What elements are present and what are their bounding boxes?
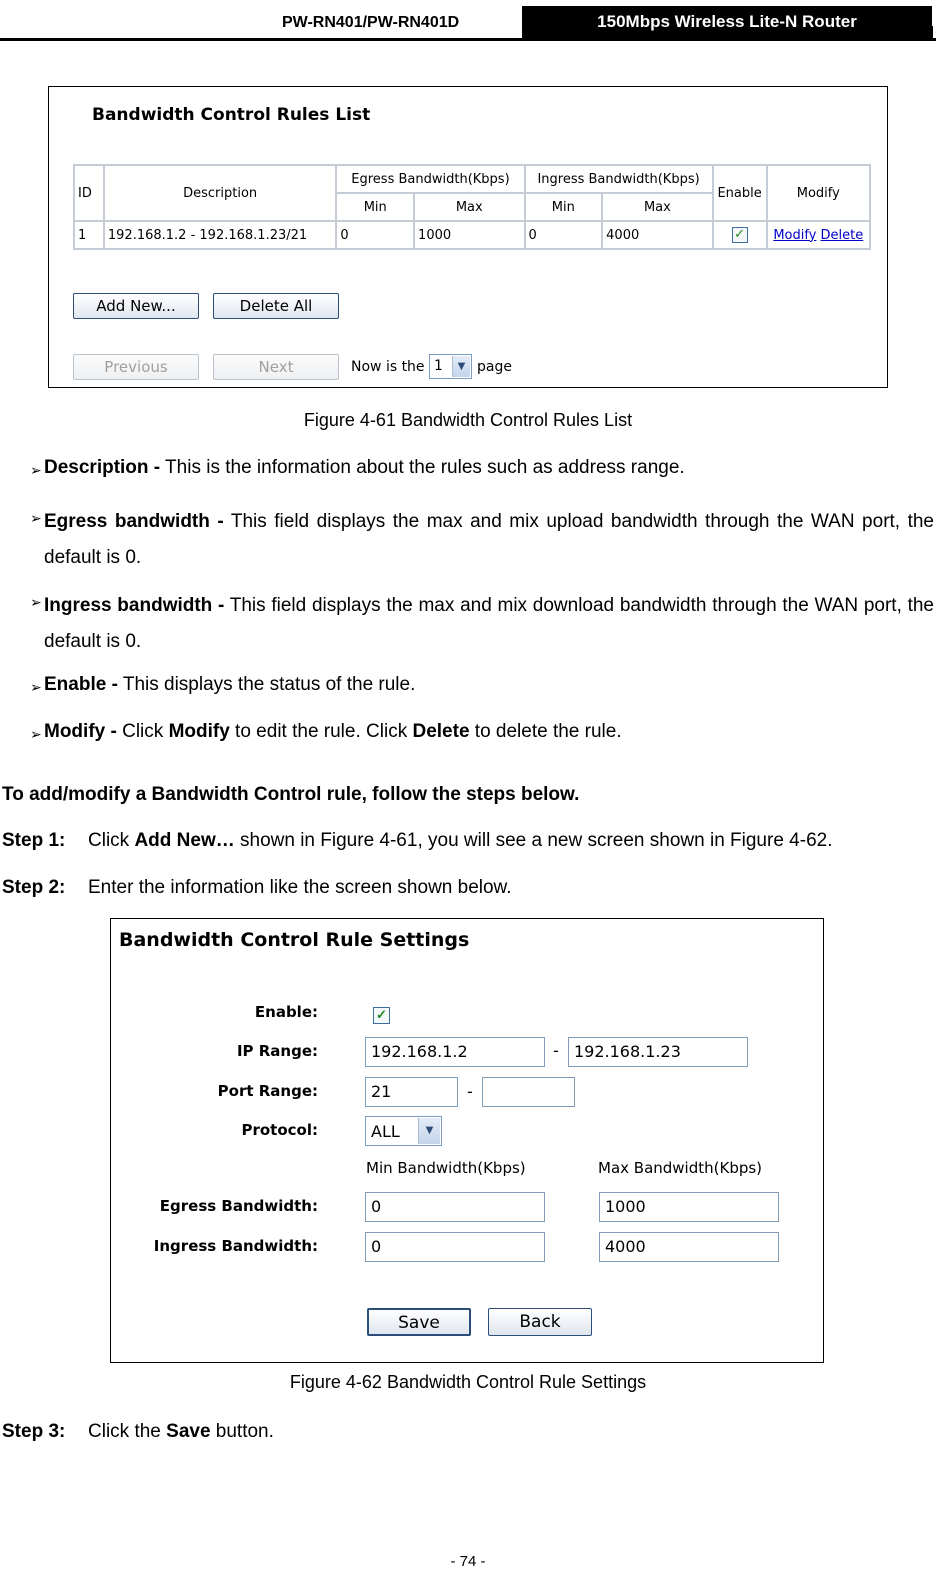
step1-text-part: shown in Figure 4-61, you will see a new screen shown in Figure 4-62. — [234, 830, 833, 851]
back-button[interactable]: Back — [488, 1308, 592, 1336]
pager-suffix: page — [477, 359, 512, 375]
row-modify-cell — [767, 221, 870, 249]
ip-end-input[interactable]: 192.168.1.23 — [568, 1037, 748, 1067]
step3-text-part: button. — [210, 1421, 274, 1442]
figure-4-62-screenshot — [110, 918, 824, 1363]
bullet-term: Description - — [44, 457, 161, 478]
delete-all-button[interactable]: Delete All — [213, 293, 339, 319]
bullet-arrow-icon: ➢ — [30, 462, 42, 478]
header-rule — [0, 38, 936, 41]
step3-bold: Save — [166, 1421, 211, 1442]
col-ingress-header: Ingress Bandwidth(Kbps) — [525, 165, 713, 193]
col-modify-header: Modify — [767, 165, 870, 221]
bullet-arrow-icon: ➢ — [30, 726, 42, 742]
enable-label: Enable: — [254, 1003, 318, 1021]
col-enable-header: Enable — [713, 165, 767, 221]
egress-min-input[interactable]: 0 — [365, 1192, 545, 1222]
max-bandwidth-heading: Max Bandwidth(Kbps) — [598, 1159, 763, 1177]
bullet-arrow-icon: ➢ — [30, 679, 42, 695]
table-row — [74, 221, 870, 249]
port-range-label: Port Range: — [217, 1082, 318, 1100]
col-ingress-min: Min — [525, 193, 603, 221]
bullet-term: Modify - — [44, 721, 117, 742]
egress-max-input[interactable]: 1000 — [599, 1192, 779, 1222]
ip-range-label: IP Range: — [236, 1042, 318, 1060]
figure-4-62-caption: Figure 4-62 Bandwidth Control Rule Settings — [289, 1372, 647, 1392]
bullet-term: Ingress bandwidth - — [44, 595, 225, 616]
modify-link[interactable]: Modify — [773, 227, 817, 243]
col-egress-max: Max — [414, 193, 524, 221]
delete-link[interactable]: Delete — [820, 227, 864, 243]
step3-text — [88, 1420, 274, 1444]
figure-4-61-screenshot — [48, 86, 888, 388]
page-select[interactable] — [429, 354, 472, 379]
step2-text: Enter the information like the screen shown below. — [88, 877, 512, 898]
page-select-value: 1 — [434, 358, 443, 374]
figure-4-61-caption: Figure 4-61 Bandwidth Control Rules List — [303, 410, 633, 430]
bullet-arrow-icon: ➢ — [30, 510, 42, 526]
instructions-heading: To add/modify a Bandwidth Control rule, follow the steps below. — [2, 784, 580, 805]
bullet-arrow-icon: ➢ — [30, 594, 42, 610]
bullet-text: This field displays the max and mix download bandwidth through the WAN port, the default is 0. — [44, 595, 935, 652]
col-egress-header: Egress Bandwidth(Kbps) — [336, 165, 524, 193]
header-tick — [930, 26, 933, 40]
ingress-max-input[interactable]: 4000 — [599, 1232, 779, 1262]
port-range-dash: - — [467, 1082, 473, 1101]
rules-list-title: Bandwidth Control Rules List — [92, 105, 371, 125]
step3-text-part: Click the — [88, 1421, 167, 1442]
enable-checkbox[interactable]: ✓ — [373, 1007, 390, 1024]
min-bandwidth-heading: Min Bandwidth(Kbps) — [366, 1159, 526, 1177]
ingress-min-input[interactable]: 0 — [365, 1232, 545, 1262]
step1-label: Step 1: — [2, 830, 66, 851]
col-egress-min: Min — [336, 193, 414, 221]
bullet-description — [44, 456, 934, 480]
port-end-input[interactable] — [482, 1077, 575, 1107]
step3-label: Step 3: — [2, 1421, 66, 1442]
row-ingress-max: 4000 — [602, 221, 712, 249]
header-title: 150Mbps Wireless Lite-N Router — [522, 6, 932, 38]
row-description: 192.168.1.2 - 192.168.1.23/21 — [104, 221, 337, 249]
protocol-label: Protocol: — [241, 1121, 318, 1139]
step1-text-part: Click — [88, 830, 135, 851]
bullet-ingress — [44, 588, 934, 660]
port-start-input[interactable]: 21 — [365, 1077, 458, 1107]
pager-prefix: Now is the — [351, 359, 425, 375]
protocol-select-value: ALL — [371, 1122, 400, 1141]
step1-bold: Add New… — [134, 830, 235, 851]
bullet-text: to delete the rule. — [469, 721, 622, 742]
bullet-text: to edit the rule. Click — [229, 721, 413, 742]
bullet-text: Click — [116, 721, 169, 742]
protocol-select[interactable] — [365, 1116, 442, 1146]
rule-settings-title: Bandwidth Control Rule Settings — [119, 929, 470, 951]
egress-bandwidth-label: Egress Bandwidth: — [159, 1197, 318, 1215]
bullet-term: Egress bandwidth - — [44, 511, 224, 532]
add-new-button[interactable]: Add New... — [73, 293, 199, 319]
bullet-term: Enable - — [44, 674, 118, 695]
bullet-enable — [44, 673, 934, 697]
bullet-modify — [44, 720, 934, 744]
rules-table — [73, 164, 871, 250]
row-ingress-min: 0 — [525, 221, 603, 249]
ip-range-dash: - — [553, 1041, 559, 1060]
page-number: - 74 - — [450, 1553, 486, 1570]
ingress-bandwidth-label: Ingress Bandwidth: — [153, 1237, 318, 1255]
ip-start-input[interactable]: 192.168.1.2 — [365, 1037, 545, 1067]
row-egress-max: 1000 — [414, 221, 524, 249]
bullet-egress — [44, 504, 934, 576]
row-egress-min: 0 — [336, 221, 414, 249]
save-button[interactable]: Save — [367, 1308, 471, 1336]
row-id: 1 — [74, 221, 104, 249]
col-ingress-max: Max — [602, 193, 712, 221]
col-id-header: ID — [74, 165, 104, 221]
header-model: PW-RN401/PW-RN401D — [282, 14, 460, 31]
enable-checkbox[interactable]: ✓ — [732, 227, 748, 243]
chevron-down-icon: ▼ — [418, 1118, 440, 1144]
previous-button[interactable]: Previous — [73, 354, 199, 380]
bullet-text: This field displays the max and mix upload bandwidth through the WAN port, the default is 0. — [44, 511, 934, 568]
step2-label: Step 2: — [2, 877, 66, 898]
bullet-text: This displays the status of the rule. — [117, 674, 416, 695]
col-description-header: Description — [104, 165, 337, 221]
bullet-bold-modify: Modify — [168, 721, 230, 742]
chevron-down-icon: ▼ — [452, 356, 470, 377]
step1-text — [88, 829, 832, 853]
next-button[interactable]: Next — [213, 354, 339, 380]
bullet-text: This is the information about the rules such as address range. — [160, 457, 685, 478]
row-enable-cell — [713, 221, 767, 249]
bullet-bold-delete: Delete — [412, 721, 470, 742]
